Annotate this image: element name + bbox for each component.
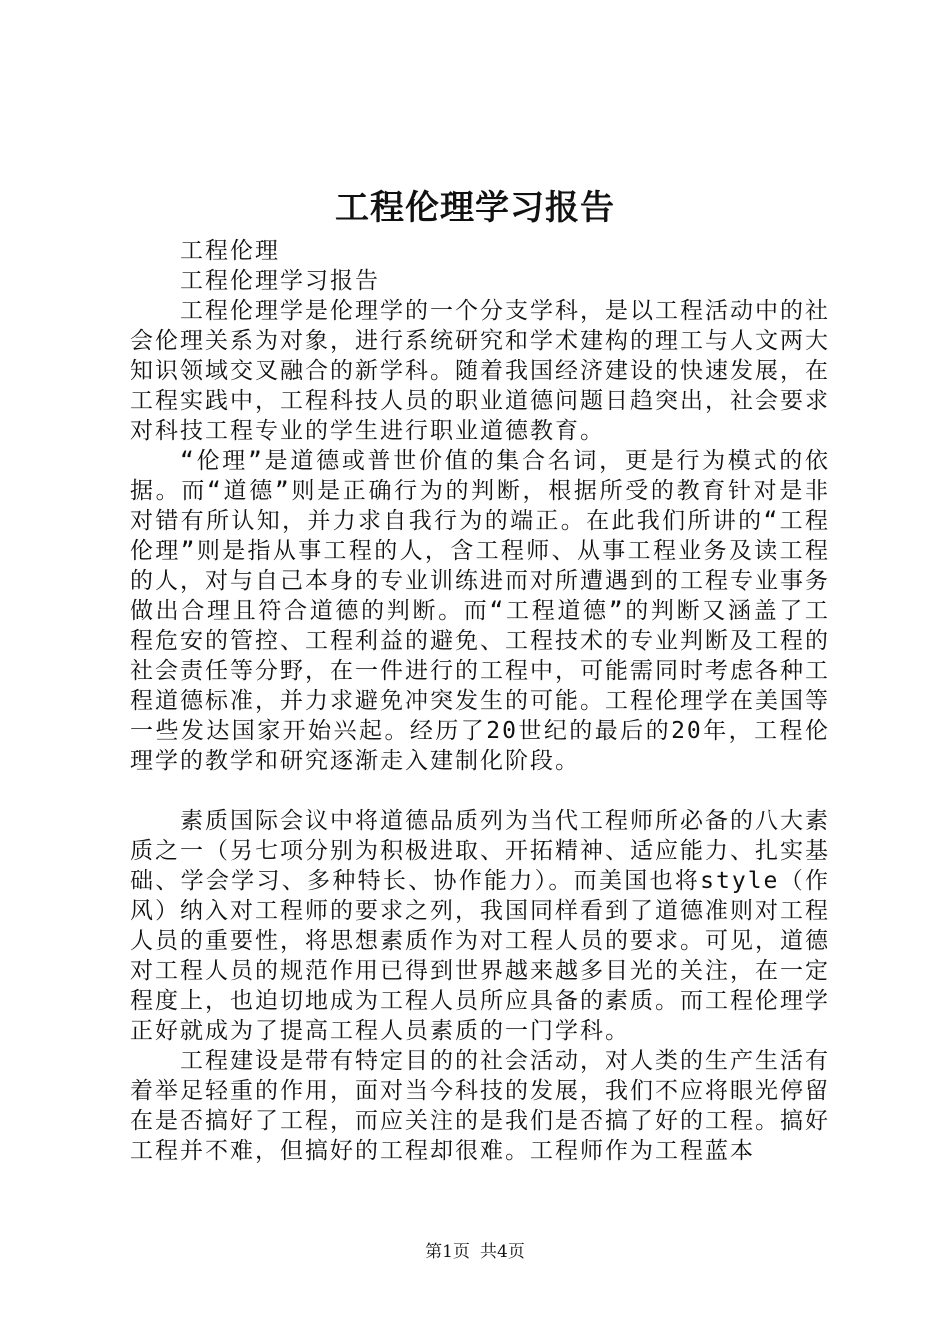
paragraph-subtitle: 工程伦理学习报告 [180,268,380,294]
document-body [130,236,830,1166]
paragraph-construction: 工程建设是带有特定目的的社会活动，对人类的生产生活有着举足轻重的作用，面对当今科技的发展，我们不应将眼光停留在是否搞好了工程，而应关注的是我们是否搞了好的工程。搞好工程并不难，但搞好的工程却很难。工程师作为工程蓝本 [130,1048,830,1164]
paragraph-qualities: 素质国际会议中将道德品质列为当代工程师所必备的八大素质之一（另七项分别为积极进取、开拓精神、适应能力、扎实基础、学会学习、多种特长、协作能力）。而美国也将style（作风）纳入对工程师的要求之列，我国同样看到了道德准则对工程人员的重要性，将思想素质作为对工程人员的要求。可见，道德对工程人员的规范作用已得到世界越来越多目光的关注，在一定程度上，也迫切地成为工程人员所应具备的素质。而工程伦理学正好就成为了提高工程人员素质的一门学科。 [130,808,830,1044]
paragraph-intro: 工程伦理学是伦理学的一个分支学科，是以工程活动中的社会伦理关系为对象，进行系统研究和学术建构的理工与人文两大知识领域交叉融合的新学科。随着我国经济建设的快速发展，在工程实践中，工程科技人员的职业道德问题日趋突出，社会要求对科技工程专业的学生进行职业道德教育。 [130,298,830,444]
paragraph-subject: 工程伦理 [180,238,280,264]
page-total: 共4页 [480,1242,525,1262]
page-footer [0,1240,950,1264]
document-title: 工程伦理学习报告 [335,188,615,228]
page-number: 第1页 [425,1242,470,1262]
paragraph-ethics-definition: “伦理”是道德或普世价值的集合名词，更是行为模式的依据。而“道德”则是正确行为的判断，根据所受的教育针对是非对错有所认知，并力求自我行为的端正。在此我们所讲的“工程伦理”则是指从事工程的人，含工程师、从事工程业务及读工程的人，对与自己本身的专业训练进而对所遭遇到的工程专业事务做出合理且符合道德的判断。而“工程道德”的判断又涵盖了工程危安的管控、工程利益的避免、工程技术的专业判断及工程的社会责任等分野，在一件进行的工程中，可能需同时考虑各种工程道德标准，并力求避免冲突发生的可能。工程伦理学在美国等一些发达国家开始兴起。经历了20世纪的最后的20年，工程伦理学的教学和研究逐渐走入建制化阶段。 [130,448,830,774]
